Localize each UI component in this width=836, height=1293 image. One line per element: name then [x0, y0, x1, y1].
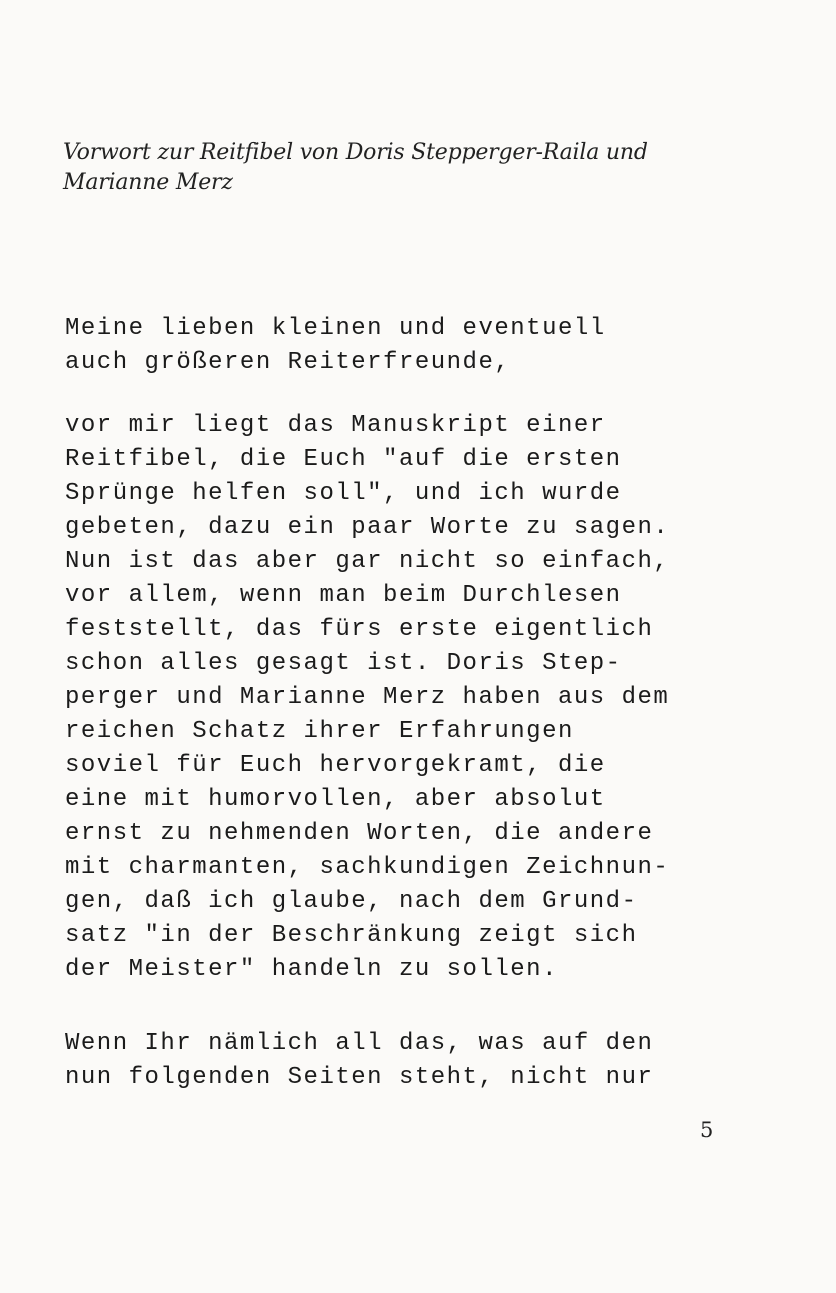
main-paragraph: [65, 409, 805, 987]
text-line: schon alles gesagt ist. Doris Step-: [65, 650, 622, 677]
text-line: Sprünge helfen soll", und ich wurde: [65, 480, 622, 507]
text-line: soviel für Euch hervorgekramt, die: [65, 752, 606, 779]
page-number: 5: [700, 1118, 714, 1142]
text-line: Reitfibel, die Euch "auf die ersten: [65, 446, 622, 473]
text-line: gebeten, dazu ein paar Worte zu sagen.: [65, 514, 670, 541]
text-line: vor allem, wenn man beim Durchlesen: [65, 582, 622, 609]
text-line: vor mir liegt das Manuskript einer: [65, 412, 606, 439]
text-line: perger und Marianne Merz haben aus dem: [65, 684, 670, 711]
text-line: ernst zu nehmenden Worten, die andere: [65, 820, 654, 847]
text-line: reichen Schatz ihrer Erfahrungen: [65, 718, 574, 745]
text-line: Wenn Ihr nämlich all das, was auf den: [65, 1030, 654, 1057]
text-line: Meine lieben kleinen und eventuell: [65, 315, 606, 342]
text-line: gen, daß ich glaube, nach dem Grund-: [65, 888, 638, 915]
salutation-paragraph: [65, 312, 805, 380]
text-line: Nun ist das aber gar nicht so einfach,: [65, 548, 670, 575]
text-line: mit charmanten, sachkundigen Zeichnun-: [65, 854, 670, 881]
text-line: nun folgenden Seiten steht, nicht nur: [65, 1064, 654, 1091]
text-line: der Meister" handeln zu sollen.: [65, 956, 558, 983]
foreword-heading: [63, 138, 763, 198]
heading-line: Vorwort zur Reitfibel von Doris Stepperger-Raila und: [63, 140, 648, 165]
text-line: auch größeren Reiterfreunde,: [65, 349, 511, 376]
text-line: feststellt, das fürs erste eigentlich: [65, 616, 654, 643]
text-line: eine mit humorvollen, aber absolut: [65, 786, 606, 813]
text-line: satz "in der Beschränkung zeigt sich: [65, 922, 638, 949]
closing-paragraph: [65, 1027, 805, 1095]
heading-line: Marianne Merz: [63, 170, 233, 195]
